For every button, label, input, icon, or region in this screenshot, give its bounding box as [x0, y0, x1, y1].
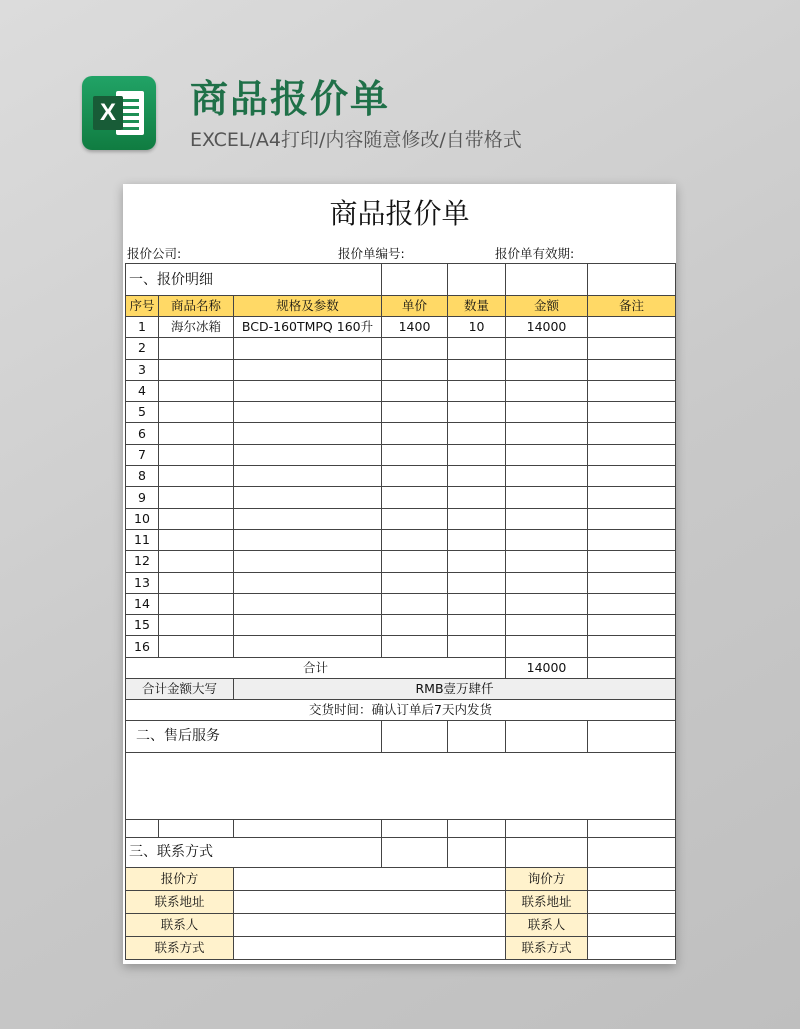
table-row — [126, 338, 676, 359]
contact-label-method: 联系方式 — [506, 936, 588, 959]
row-number: 14 — [126, 593, 159, 614]
item-amount[interactable] — [506, 444, 588, 465]
table-row — [126, 551, 676, 572]
item-qty[interactable] — [448, 615, 506, 636]
quote-number-label: 报价单编号: — [338, 246, 405, 261]
row-number: 3 — [126, 359, 159, 380]
item-spec[interactable] — [234, 636, 382, 657]
item-spec[interactable] — [234, 551, 382, 572]
item-qty[interactable] — [448, 593, 506, 614]
cell[interactable] — [382, 720, 448, 752]
item-note[interactable] — [588, 529, 676, 550]
column-header-row — [126, 296, 676, 317]
item-note[interactable] — [588, 338, 676, 359]
banner-title: 商品报价单 — [190, 77, 391, 121]
item-name[interactable] — [159, 423, 234, 444]
item-amount[interactable] — [506, 508, 588, 529]
cell[interactable] — [506, 720, 588, 752]
item-qty[interactable] — [448, 487, 506, 508]
table-row — [126, 444, 676, 465]
item-qty[interactable] — [448, 380, 506, 401]
table-row — [126, 529, 676, 550]
item-name[interactable] — [159, 338, 234, 359]
row-number: 4 — [126, 380, 159, 401]
document-title: 商品报价单 — [329, 197, 470, 230]
item-name[interactable] — [159, 593, 234, 614]
item-spec[interactable] — [234, 529, 382, 550]
cell[interactable] — [506, 819, 588, 837]
spacer-row — [126, 819, 676, 837]
item-spec[interactable] — [234, 572, 382, 593]
item-amount[interactable] — [506, 529, 588, 550]
contact-label-address: 联系地址 — [506, 890, 588, 913]
contact-label-person: 联系人 — [126, 913, 234, 936]
item-price[interactable] — [382, 593, 448, 614]
table-row — [126, 593, 676, 614]
row-number: 11 — [126, 529, 159, 550]
contact-value[interactable] — [234, 936, 506, 959]
item-note[interactable] — [588, 359, 676, 380]
item-spec[interactable] — [234, 402, 382, 423]
section-contact-title: 三、联系方式 — [126, 837, 382, 867]
item-spec[interactable]: BCD-160TMPQ 160升 — [234, 317, 382, 338]
cell[interactable] — [506, 837, 588, 867]
cell[interactable] — [126, 819, 159, 837]
service-content-row — [126, 752, 676, 819]
cell[interactable] — [588, 819, 676, 837]
item-amount[interactable] — [506, 636, 588, 657]
item-price[interactable] — [382, 572, 448, 593]
item-price[interactable] — [382, 615, 448, 636]
contact-label-address: 联系地址 — [126, 890, 234, 913]
item-name[interactable] — [159, 444, 234, 465]
item-amount[interactable] — [506, 487, 588, 508]
item-amount[interactable] — [506, 380, 588, 401]
row-number: 12 — [126, 551, 159, 572]
total-label: 合计 — [126, 657, 506, 678]
item-name[interactable] — [159, 615, 234, 636]
delivery-row — [126, 699, 676, 720]
item-qty[interactable] — [448, 402, 506, 423]
item-qty[interactable] — [448, 466, 506, 487]
delivery-time[interactable]: 交货时间：确认订单后7天内发货 — [126, 699, 676, 720]
item-name[interactable] — [159, 572, 234, 593]
item-note[interactable] — [588, 615, 676, 636]
item-amount[interactable] — [506, 466, 588, 487]
item-qty[interactable] — [448, 551, 506, 572]
contact-label-inquirer: 询价方 — [506, 867, 588, 890]
section-service-row — [126, 720, 676, 752]
item-note[interactable] — [588, 593, 676, 614]
item-price[interactable]: 1400 — [382, 317, 448, 338]
item-name[interactable] — [159, 487, 234, 508]
cell[interactable] — [448, 837, 506, 867]
item-name[interactable] — [159, 508, 234, 529]
item-qty[interactable] — [448, 508, 506, 529]
cell[interactable] — [382, 264, 448, 296]
col-header-spec: 规格及参数 — [234, 296, 382, 317]
item-spec[interactable] — [234, 423, 382, 444]
contact-row — [126, 867, 676, 890]
item-amount[interactable] — [506, 423, 588, 444]
contact-value[interactable] — [588, 936, 676, 959]
item-price[interactable] — [382, 338, 448, 359]
cell[interactable] — [588, 657, 676, 678]
item-qty[interactable]: 10 — [448, 317, 506, 338]
item-note[interactable] — [588, 508, 676, 529]
item-note[interactable] — [588, 551, 676, 572]
item-amount[interactable] — [506, 615, 588, 636]
item-spec[interactable] — [234, 338, 382, 359]
item-price[interactable] — [382, 402, 448, 423]
row-number: 13 — [126, 572, 159, 593]
cell[interactable] — [234, 819, 382, 837]
item-note[interactable] — [588, 444, 676, 465]
item-name[interactable] — [159, 359, 234, 380]
item-qty[interactable] — [448, 444, 506, 465]
total-row — [126, 657, 676, 678]
item-amount[interactable]: 14000 — [506, 317, 588, 338]
col-header-qty: 数量 — [448, 296, 506, 317]
capital-amount-value[interactable]: RMB壹万肆仟 — [234, 678, 676, 699]
contact-row — [126, 936, 676, 959]
item-note[interactable] — [588, 380, 676, 401]
row-number: 15 — [126, 615, 159, 636]
table-row — [126, 402, 676, 423]
section-contact-row — [126, 837, 676, 867]
item-spec[interactable] — [234, 508, 382, 529]
company-label: 报价公司: — [127, 246, 182, 261]
cell[interactable] — [159, 819, 234, 837]
excel-x-letter: X — [93, 96, 123, 130]
item-note[interactable] — [588, 317, 676, 338]
table-row — [126, 423, 676, 444]
section-detail-title: 一、报价明细 — [126, 264, 382, 296]
item-spec[interactable] — [234, 380, 382, 401]
table-row — [126, 636, 676, 657]
cell[interactable] — [588, 837, 676, 867]
cell[interactable] — [506, 264, 588, 296]
item-amount[interactable] — [506, 593, 588, 614]
item-qty[interactable] — [448, 529, 506, 550]
item-spec[interactable] — [234, 487, 382, 508]
item-amount[interactable] — [506, 402, 588, 423]
total-amount[interactable]: 14000 — [506, 657, 588, 678]
validity-label: 报价单有效期: — [495, 246, 575, 261]
cell[interactable] — [382, 819, 448, 837]
item-name[interactable]: 海尔冰箱 — [159, 317, 234, 338]
cell[interactable] — [448, 264, 506, 296]
cell[interactable] — [588, 264, 676, 296]
row-number: 2 — [126, 338, 159, 359]
col-header-amount: 金额 — [506, 296, 588, 317]
table-row — [126, 466, 676, 487]
cell[interactable] — [382, 837, 448, 867]
contact-value[interactable] — [588, 913, 676, 936]
item-spec[interactable] — [234, 444, 382, 465]
row-number: 5 — [126, 402, 159, 423]
item-price[interactable] — [382, 551, 448, 572]
item-note[interactable] — [588, 572, 676, 593]
table-row — [126, 508, 676, 529]
contact-value[interactable] — [234, 913, 506, 936]
item-qty[interactable] — [448, 338, 506, 359]
item-name[interactable] — [159, 380, 234, 401]
item-price[interactable] — [382, 359, 448, 380]
item-qty[interactable] — [448, 572, 506, 593]
item-qty[interactable] — [448, 636, 506, 657]
excel-icon — [82, 76, 156, 150]
contact-label-person: 联系人 — [506, 913, 588, 936]
contact-value[interactable] — [234, 890, 506, 913]
spreadsheet-page — [123, 184, 676, 964]
item-price[interactable] — [382, 487, 448, 508]
item-name[interactable] — [159, 466, 234, 487]
cell[interactable] — [448, 720, 506, 752]
row-number: 6 — [126, 423, 159, 444]
section-service-title: 二、售后服务 — [126, 720, 382, 752]
item-price[interactable] — [382, 380, 448, 401]
banner-subtitle: EXCEL/A4打印/内容随意修改/自带格式 — [190, 129, 522, 151]
table-row — [126, 615, 676, 636]
table-row — [126, 317, 676, 338]
contact-row — [126, 890, 676, 913]
row-number: 7 — [126, 444, 159, 465]
item-spec[interactable] — [234, 359, 382, 380]
item-spec[interactable] — [234, 615, 382, 636]
contact-value[interactable] — [588, 867, 676, 890]
col-header-no: 序号 — [126, 296, 159, 317]
item-price[interactable] — [382, 529, 448, 550]
item-amount[interactable] — [506, 551, 588, 572]
item-price[interactable] — [382, 466, 448, 487]
capital-amount-label: 合计金额大写 — [126, 678, 234, 699]
row-number: 16 — [126, 636, 159, 657]
item-note[interactable] — [588, 466, 676, 487]
item-name[interactable] — [159, 636, 234, 657]
table-row — [126, 572, 676, 593]
item-price[interactable] — [382, 423, 448, 444]
item-note[interactable] — [588, 402, 676, 423]
item-note[interactable] — [588, 487, 676, 508]
row-number: 10 — [126, 508, 159, 529]
col-header-price: 单价 — [382, 296, 448, 317]
capital-amount-row — [126, 678, 676, 699]
item-qty[interactable] — [448, 423, 506, 444]
section-detail-row — [126, 264, 676, 296]
item-note[interactable] — [588, 423, 676, 444]
contact-label-quoter: 报价方 — [126, 867, 234, 890]
item-price[interactable] — [382, 636, 448, 657]
item-name[interactable] — [159, 529, 234, 550]
contact-label-method: 联系方式 — [126, 936, 234, 959]
item-amount[interactable] — [506, 572, 588, 593]
item-price[interactable] — [382, 508, 448, 529]
table-row — [126, 380, 676, 401]
item-note[interactable] — [588, 636, 676, 657]
quote-table — [125, 263, 676, 960]
item-spec[interactable] — [234, 466, 382, 487]
cell[interactable] — [588, 720, 676, 752]
item-name[interactable] — [159, 402, 234, 423]
row-number: 1 — [126, 317, 159, 338]
row-number: 8 — [126, 466, 159, 487]
cell[interactable] — [448, 819, 506, 837]
item-amount[interactable] — [506, 359, 588, 380]
table-row — [126, 487, 676, 508]
col-header-name: 商品名称 — [159, 296, 234, 317]
contact-value[interactable] — [234, 867, 506, 890]
service-content[interactable] — [126, 752, 676, 819]
item-qty[interactable] — [448, 359, 506, 380]
contact-value[interactable] — [588, 890, 676, 913]
item-spec[interactable] — [234, 593, 382, 614]
row-number: 9 — [126, 487, 159, 508]
item-amount[interactable] — [506, 338, 588, 359]
item-price[interactable] — [382, 444, 448, 465]
item-name[interactable] — [159, 551, 234, 572]
table-row — [126, 359, 676, 380]
contact-row — [126, 913, 676, 936]
col-header-note: 备注 — [588, 296, 676, 317]
